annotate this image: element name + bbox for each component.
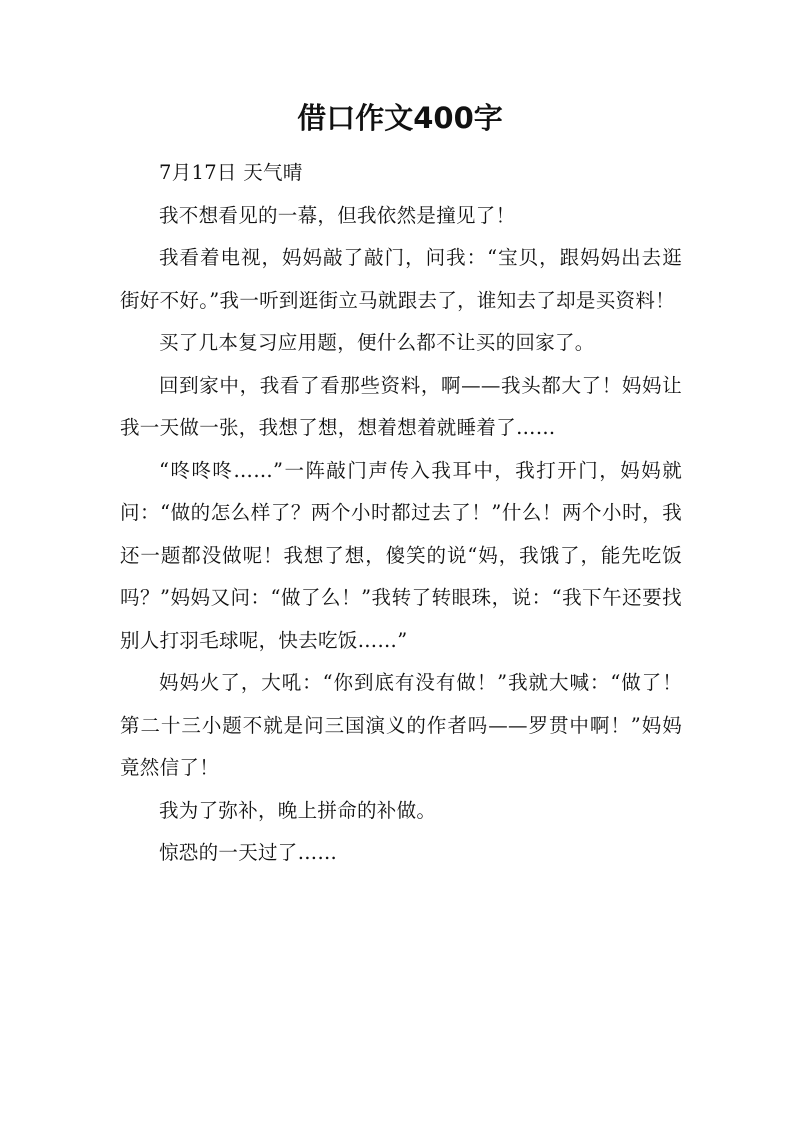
- paragraph: 买了几本复习应用题，便什么都不让买的回家了。: [159, 331, 595, 354]
- diary-date-line: 7月17日 天气晴: [159, 161, 303, 184]
- document-body: [120, 152, 682, 875]
- paragraph: 妈妈火了，大吼：“你到底有没有做！”我就大喊：“做了！第二十三小题不就是问三国演义的作者吗——罗贯中啊！”妈妈竟然信了！: [120, 671, 682, 779]
- paragraph: “咚咚咚……”一阵敲门声传入我耳中，我打开门，妈妈就问：“做的怎么样了？两个小时都过去了！”什么！两个小时，我还一题都没做呢！我想了想，傻笑的说“妈，我饿了，能先吃饭吗？”妈妈又问：“做了么！”我转了转眼珠，说：“我下午还要找别人打羽毛球呢，快去吃饭……”: [120, 458, 682, 652]
- document-title: 借口作文400字: [297, 101, 503, 135]
- paragraph: 回到家中，我看了看那些资料，啊——我头都大了！妈妈让我一天做一张，我想了想，想着想着就睡着了……: [120, 373, 682, 439]
- paragraph: 我看着电视，妈妈敲了敲门，问我：“宝贝，跟妈妈出去逛街好不好。”我一听到逛街立马就跟去了，谁知去了却是买资料！: [120, 246, 682, 312]
- paragraph: 惊恐的一天过了……: [159, 841, 338, 864]
- paragraph: 我不想看见的一幕，但我依然是撞见了！: [159, 203, 516, 227]
- paragraph: 我为了弥补，晚上拼命的补做。: [159, 798, 437, 822]
